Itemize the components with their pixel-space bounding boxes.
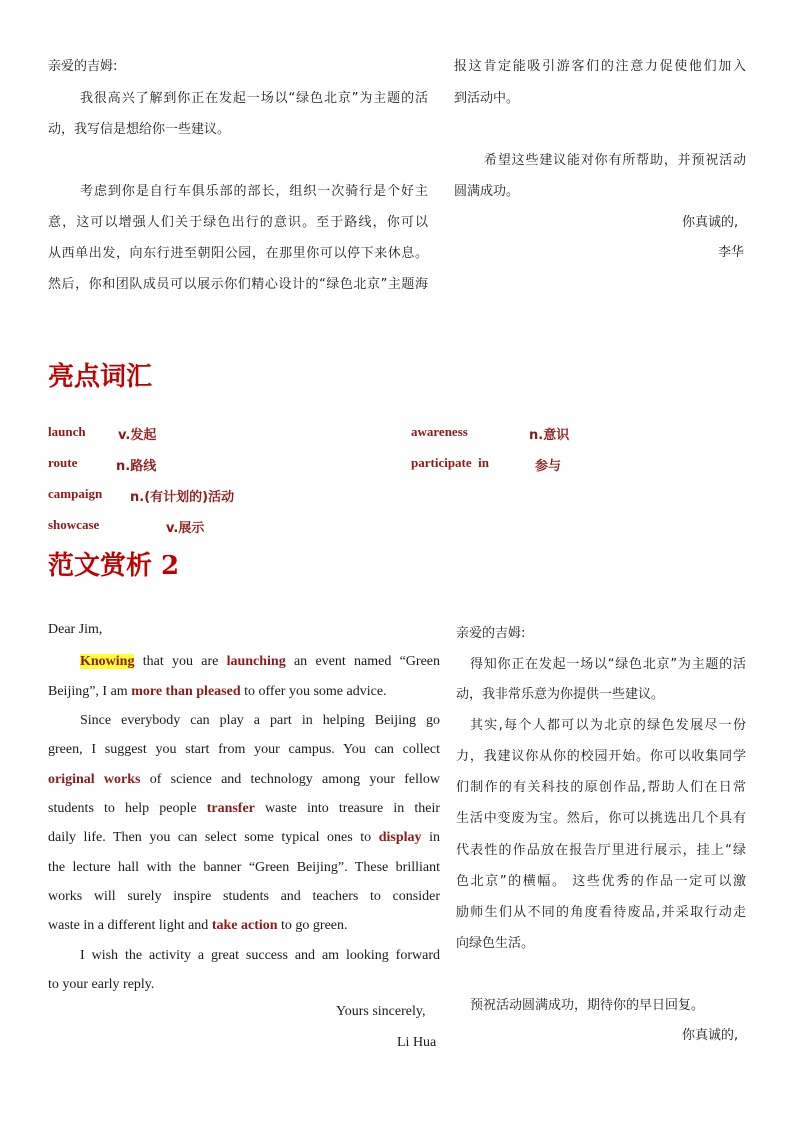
vocab-item-participate-in <box>411 455 562 474</box>
vocab-word: awareness <box>411 424 468 439</box>
highlight-phrase: Knowing <box>80 654 135 669</box>
vocab-meaning: v.发起 <box>118 428 157 443</box>
cn-line-1: 得知你正在发起一场以“绿色北京”为主题的活 <box>470 657 746 672</box>
en-line-3: Since everybody can play a part in helping Beijing go <box>80 713 440 728</box>
vocab-heading: 亮点词汇 <box>48 362 153 392</box>
en-line-4: green, I suggest you start from your campus. You can collect <box>48 742 440 757</box>
en-closing: Yours sincerely, <box>336 1004 426 1019</box>
cn-line-4: 力，我建议你从你的校园开始。你可以收集同学 <box>456 749 746 764</box>
cn-line-5: 们制作的有关科技的原创作品,帮助人们在日常 <box>456 780 746 795</box>
highlight-phrase: display <box>378 830 422 845</box>
en-line-12: to your early reply. <box>48 977 155 992</box>
top-letter-greeting: 亲爱的吉姆: <box>48 59 118 74</box>
top-letter-p2-line1: 考虑到你是自行车俱乐部的部长，组织一次骑行是个好主 <box>80 184 428 199</box>
vocab-item-route <box>48 455 157 474</box>
en-line-9: works will surely inspire students and teachers to consider <box>48 889 440 904</box>
cn-greeting: 亲爱的吉姆: <box>456 626 526 641</box>
vocab-item-awareness <box>411 424 570 443</box>
en-line-1: Knowing that you are launching an event named “Green <box>80 654 440 669</box>
vocab-item-campaign <box>48 486 235 505</box>
vocab-meaning: v.展示 <box>166 521 205 536</box>
top-letter-right-line2: 到活动中。 <box>454 91 520 106</box>
cn-line-2: 动，我非常乐意为你提供一些建议。 <box>456 687 665 702</box>
en-line-5: original works of science and technology among your fellow <box>48 772 441 787</box>
vocab-word: campaign <box>48 486 103 501</box>
vocab-word: route <box>48 455 78 470</box>
highlight-phrase: launching <box>226 654 286 669</box>
top-letter-signature: 李华 <box>718 245 745 260</box>
en-line-10: waste in a different light and take action to go green. <box>48 918 348 933</box>
en-signature: Li Hua <box>397 1035 437 1050</box>
vocab-item-showcase <box>48 517 205 536</box>
top-letter-p1-line2: 动，我写信是想给你一些建议。 <box>48 122 231 137</box>
vocab-meaning: 参与 <box>535 459 562 474</box>
model-heading: 范文赏析 2 <box>48 551 180 581</box>
top-letter-p1-line1: 我很高兴了解到你正在发起一场以“绿色北京”为主题的活 <box>80 91 428 106</box>
top-letter-p2-line4: 然后，你和团队成员可以展示你们精心设计的“绿色北京”主题海 <box>48 277 428 292</box>
vocab-meaning: n.意识 <box>529 428 570 443</box>
cn-line-3: 其实,每个人都可以为北京的绿色发展尽一份 <box>470 718 746 733</box>
cn-line-8: 色北京”的横幅。 这些优秀的作品一定可以激 <box>456 874 746 889</box>
en-line-2: Beijing”, I am more than pleased to offer you some advice. <box>48 684 387 699</box>
highlight-phrase: take action <box>211 918 278 933</box>
en-line-8: the lecture hall with the banner “Green Beijing”. These brilliant <box>48 860 440 875</box>
top-letter-right-line1: 报这肯定能吸引游客们的注意力促使他们加入 <box>454 59 746 74</box>
top-letter-p3-line1: 希望这些建议能对你有所帮助，并预祝活动 <box>484 153 746 168</box>
cn-last-paragraph: 预祝活动圆满成功，期待你的早日回复。 <box>470 998 705 1013</box>
cn-closing: 你真诚的, <box>682 1028 739 1043</box>
vocab-item-launch <box>48 424 157 443</box>
en-line-7: daily life. Then you can select some typical ones to display in <box>48 830 440 845</box>
vocab-meaning: n.路线 <box>116 459 157 474</box>
en-line-11: I wish the activity a great success and am looking forward <box>80 948 440 963</box>
vocab-word: participate in <box>411 455 489 470</box>
vocab-word: showcase <box>48 517 100 532</box>
top-letter-p3-line2: 圆满成功。 <box>454 184 520 199</box>
top-letter-p2-line2: 意，这可以增强人们关于绿色出行的意识。至于路线，你可以 <box>48 215 428 230</box>
highlight-phrase: more than pleased <box>131 684 241 699</box>
highlight-phrase: transfer <box>206 801 255 816</box>
cn-line-10: 向绿色生活。 <box>456 936 535 951</box>
top-letter-p2-line3: 从西单出发，向东行进至朝阳公园，在那里你可以停下来休息。 <box>48 246 428 261</box>
highlight-phrase: original works <box>48 772 141 787</box>
vocab-word: launch <box>48 424 86 439</box>
cn-line-6: 生活中变废为宝。然后，你可以挑选出几个具有 <box>456 811 746 826</box>
en-greeting: Dear Jim, <box>48 622 103 637</box>
en-line-6: students to help people transfer waste into treasure in their <box>48 801 440 816</box>
cn-line-9: 励师生们从不同的角度看待废品,并采取行动走 <box>456 905 746 920</box>
cn-line-7: 代表性的作品放在报告厅里进行展示，挂上“绿 <box>456 843 746 858</box>
vocab-meaning: n.(有计划的)活动 <box>130 490 235 505</box>
top-letter-closing: 你真诚的, <box>682 215 739 230</box>
